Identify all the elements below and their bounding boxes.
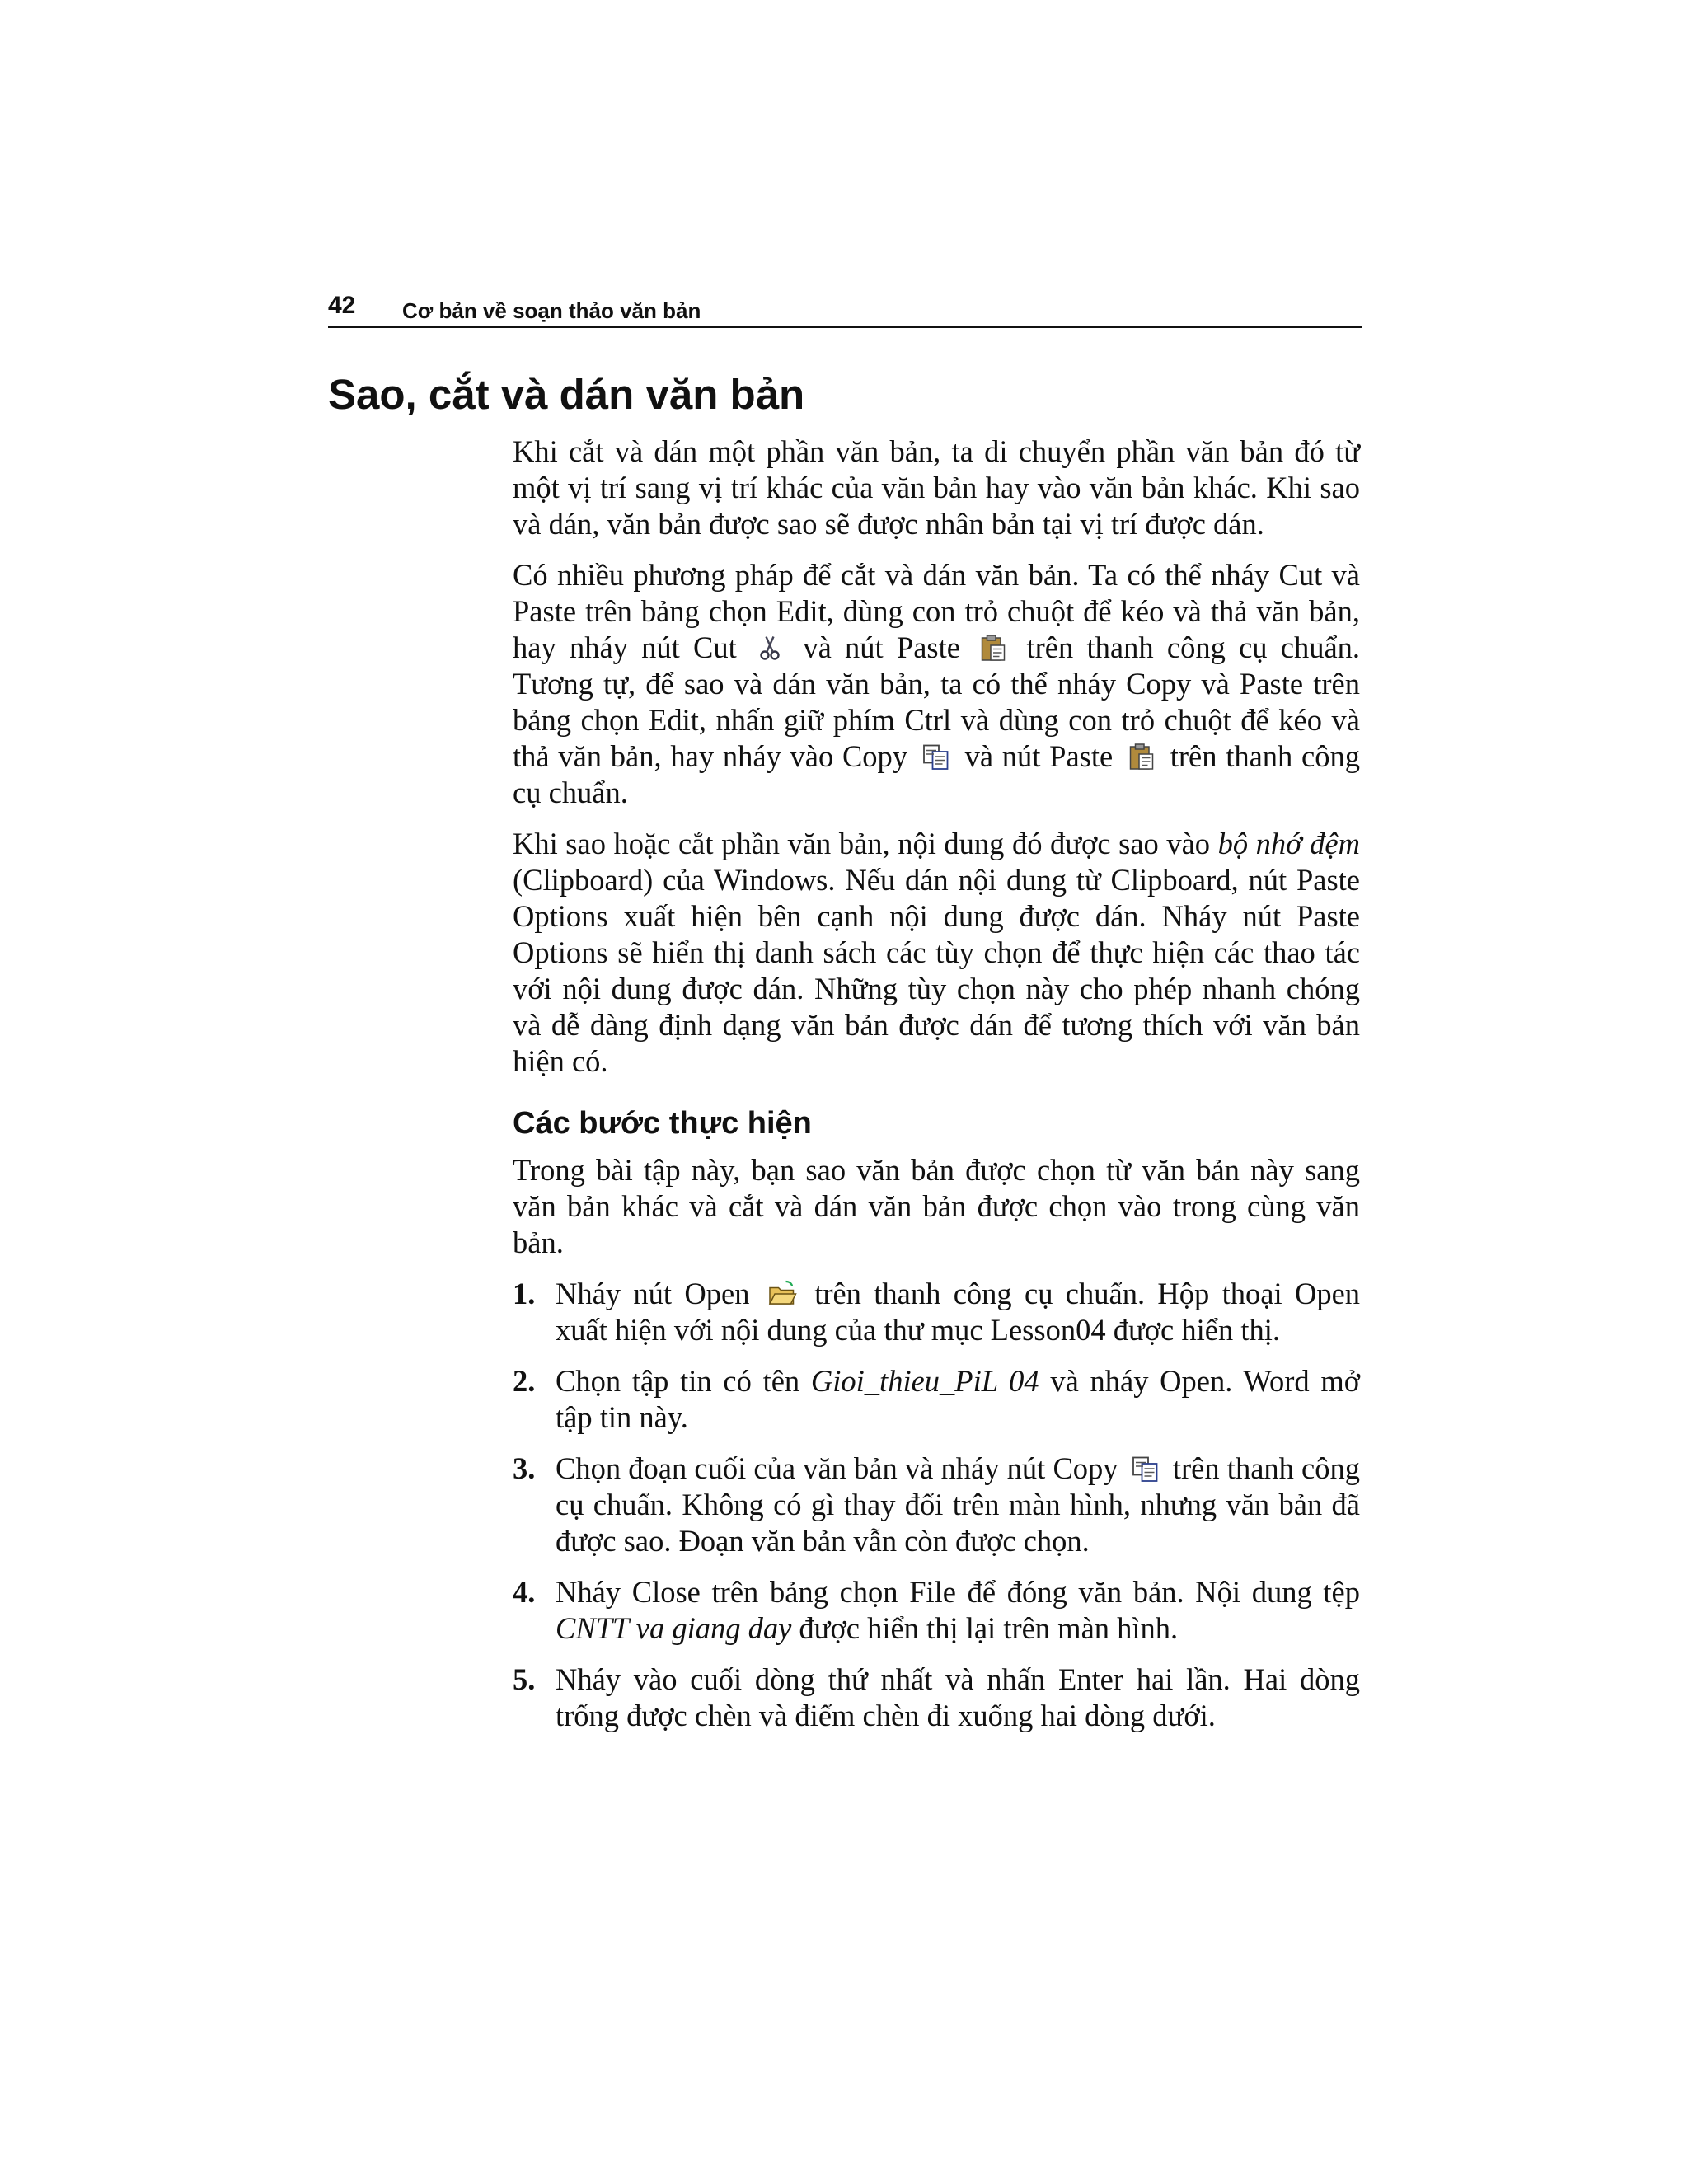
running-head: Cơ bản về soạn thảo văn bản [402, 298, 701, 323]
text-span: Nháy vào cuối dòng thứ nhất và nhấn Enter hai lần. Hai dòng trống được chèn và điểm chèn đi xuống hai dòng dưới. [556, 1662, 1360, 1732]
paragraph-methods [513, 557, 1360, 811]
open-folder-icon [767, 1279, 797, 1309]
text-span: Chọn tập tin có tên [556, 1364, 800, 1398]
emphasis-term: CNTT va giang day [556, 1611, 792, 1645]
list-item [513, 1363, 1360, 1436]
text-span: Nháy nút Open [556, 1277, 750, 1310]
text-span: (Clipboard) của Windows. Nếu dán nội dung từ Clipboard, nút Paste Options xuất hiện bên cạnh nội dung được dán. Nháy nút Paste Options sẽ hiển thị danh sách các tùy chọn để thực hiện các thao tác với nội dung được dán. Những tùy chọn này cho phép nhanh chóng và dễ dàng định dạng văn bản được dán để tương thích với văn bản hiện có. [513, 863, 1360, 1078]
text-span: trên thanh công cụ chuẩn. [513, 739, 1360, 809]
list-item [513, 1661, 1360, 1734]
copy-icon [921, 742, 951, 771]
emphasis-term: Gioi_thieu_PiL 04 [810, 1364, 1039, 1398]
step-number: 5. [513, 1662, 536, 1696]
list-item [513, 1451, 1360, 1559]
copy-icon [1131, 1454, 1160, 1483]
steps-list [513, 1276, 1360, 1734]
step-number: 3. [513, 1451, 536, 1485]
section-title: Sao, cắt và dán văn bản [328, 371, 805, 418]
paste-icon [1127, 742, 1156, 771]
subheading-steps: Các bước thực hiện [513, 1106, 812, 1141]
text-span: trên thanh công cụ chuẩn. Không có gì thay đổi trên màn hình, nhưng văn bản đã được sao. Đoạn văn bản vẫn còn được chọn. [556, 1451, 1361, 1558]
text-span: và nháy Open. Word mở tập tin này. [556, 1364, 1361, 1434]
step-number: 1. [513, 1277, 536, 1310]
text-span: và nút Paste [964, 739, 1114, 773]
text-span: và nút Paste [803, 630, 960, 664]
paragraph-clipboard [513, 826, 1360, 1080]
text-span: trên thanh công cụ chuẩn. Hộp thoại Open xuất hiện với nội dung của thư mục Lesson04 được hiển thị. [556, 1277, 1361, 1347]
list-item [513, 1276, 1360, 1348]
text-span: Chọn đoạn cuối của văn bản và nháy nút Copy [556, 1451, 1118, 1485]
text-span: Nháy Close trên bảng chọn File để đóng văn bản. Nội dung tệp [556, 1575, 1360, 1609]
step-number: 4. [513, 1575, 536, 1609]
main-content [513, 434, 1360, 1749]
text-span: được hiển thị lại trên màn hình. [799, 1611, 1179, 1645]
text-span: Có nhiều phương pháp để cắt và dán văn bản. Ta có thể nháy Cut và Paste trên bảng chọn Edit, dùng con trỏ chuột để kéo và thả văn bản, hay nháy nút Cut [513, 558, 1360, 664]
scissors-icon [755, 633, 785, 663]
step-number: 2. [513, 1364, 536, 1398]
text-span: Khi sao hoặc cắt phần văn bản, nội dung đó được sao vào [513, 827, 1211, 860]
paragraph-intro: Khi cắt và dán một phần văn bản, ta di chuyển phần văn bản đó từ một vị trí sang vị trí khác của văn bản hay vào văn bản khác. Khi sao và dán, văn bản được sao sẽ được nhân bản tại vị trí được dán. [513, 434, 1360, 541]
text-span: trên thanh công cụ chuẩn. Tương tự, để sao và dán văn bản, ta có thể nháy Copy và Paste trên bảng chọn Edit, nhấn giữ phím Ctrl và dùng con trỏ chuột để kéo và thả văn bản, hay nháy vào Copy [513, 630, 1361, 773]
page-header [328, 288, 1362, 328]
paste-icon [978, 633, 1008, 663]
emphasis-term: bộ nhớ đệm [1217, 827, 1360, 860]
paragraph-exercise-intro: Trong bài tập này, bạn sao văn bản được chọn từ văn bản này sang văn bản khác và cắt và dán văn bản được chọn vào trong cùng văn bản. [513, 1153, 1360, 1259]
list-item [513, 1574, 1360, 1647]
page-number: 42 [328, 292, 356, 319]
